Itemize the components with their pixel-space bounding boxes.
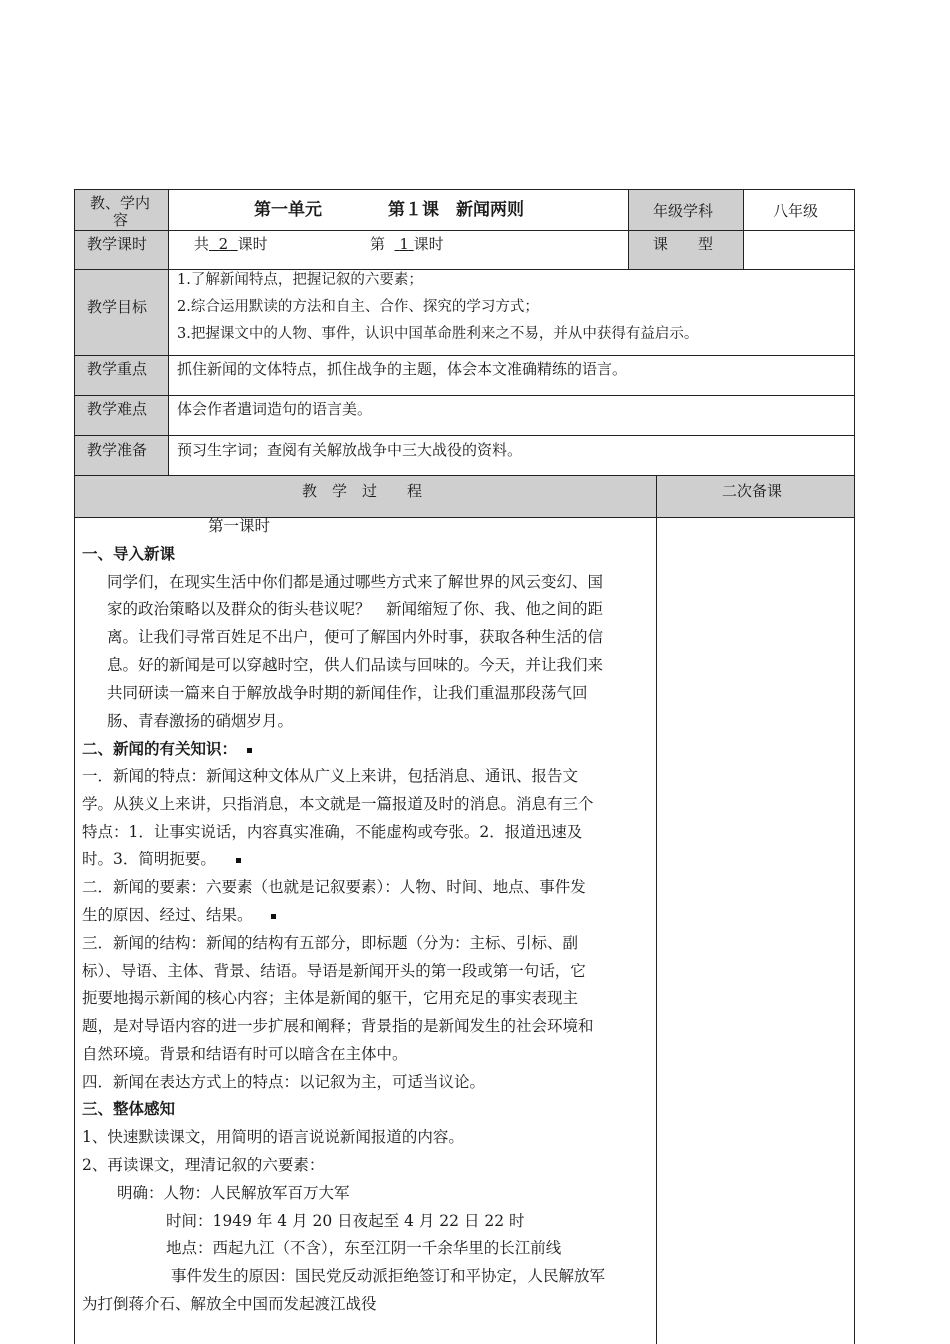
knowledge-line: 题，是对导语内容的进一步扩展和阐释；背景指的是新闻发生的社会环境和 <box>82 1017 594 1035</box>
overview-line: 1、快速默读课文，用简明的语言说说新闻报道的内容。 <box>82 1128 464 1146</box>
bullet-marker-icon <box>236 858 241 863</box>
knowledge-line: 三．新闻的结构：新闻的结构有五部分，即标题（分为：主标、引标、副 <box>82 934 579 952</box>
row-divider-1 <box>74 230 855 231</box>
knowledge-line: 四．新闻在表达方式上的特点：以记叙为主，可适当议论。 <box>82 1073 486 1091</box>
difficulty-label: 教学难点 <box>87 400 148 418</box>
knowledge-line-text: 时。3．简明扼要。 <box>82 850 216 868</box>
goal-item: 2.综合运用默读的方法和自主、合作、探究的学习方式； <box>177 299 539 315</box>
hours-current-value <box>395 235 414 253</box>
lesson-title: 第１课 新闻两则 <box>388 200 524 220</box>
knowledge-line <box>82 849 241 869</box>
goal-item: 3.把握课文中的人物、事件，认识中国革命胜利来之不易，并从中获得有益启示。 <box>177 326 699 342</box>
section-title-knowledge-text: 二、新闻的有关知识： <box>82 739 238 758</box>
grade-subject-label: 年级学科 <box>653 202 714 220</box>
hours-current-suffix: 课时 <box>413 235 444 253</box>
overview-line: 事件发生的原因：国民党反动派拒绝签订和平协定，人民解放军 <box>171 1267 606 1285</box>
knowledge-line: 一．新闻的特点：新闻这种文体从广义上来讲，包括消息、通讯、报告文 <box>82 767 579 785</box>
prep-label: 教学准备 <box>87 441 148 459</box>
overview-line: 地点：西起九江（不含），东至江阴一千余华里的长江前线 <box>166 1239 562 1257</box>
knowledge-line <box>82 905 276 925</box>
knowledge-line: 自然环境。背景和结语有时可以暗含在主体中。 <box>82 1045 408 1063</box>
table-border-right <box>854 189 855 1344</box>
row-divider-4 <box>74 395 855 396</box>
col-divider-grade-left <box>628 189 629 269</box>
section-title-intro: 一、导入新课 <box>82 544 176 563</box>
hours-label: 教学课时 <box>87 235 148 253</box>
second-prep-header: 二次备课 <box>722 482 783 500</box>
hours-total-prefix: 共 <box>194 235 210 253</box>
overview-line: 2、再读课文，理清记叙的六要素： <box>82 1156 325 1174</box>
hours-total-suffix: 课时 <box>237 235 268 253</box>
overview-line: 时间：1949 年 4 月 20 日夜起至 4 月 22 日 22 时 <box>166 1212 525 1230</box>
hours-total-number: 2 <box>218 235 229 253</box>
focus-label: 教学重点 <box>87 360 148 378</box>
intro-line: 家的政治策略以及群众的街头巷议呢？ 新闻缩短了你、我、他之间的距 <box>107 600 604 618</box>
focus-text: 抓住新闻的文体特点，抓住战争的主题，体会本文准确精练的语言。 <box>177 360 628 378</box>
type-label: 课 型 <box>653 235 714 253</box>
section-title-knowledge <box>82 739 252 759</box>
row-divider-6 <box>74 475 855 476</box>
grade-value: 八年级 <box>773 202 819 220</box>
process-header: 教 学 过 程 <box>302 482 423 500</box>
knowledge-line: 扼要地揭示新闻的核心内容；主体是新闻的躯干，它用充足的事实表现主 <box>82 989 579 1007</box>
content-label-line-2: 容 <box>113 211 129 229</box>
hours-total-value <box>209 235 238 253</box>
knowledge-line-text: 生的原因、经过、结果。 <box>82 906 253 924</box>
first-period-title: 第一课时 <box>208 517 271 535</box>
col-divider-grade-right <box>743 189 744 269</box>
col-divider-second-prep <box>656 475 657 1344</box>
row-divider-3 <box>74 355 855 356</box>
knowledge-line: 标）、导语、主体、背景、结语。导语是新闻开头的第一段或第一句话，它 <box>82 962 586 980</box>
overview-line: 为打倒蒋介石、解放全中国而发起渡江战役 <box>82 1295 377 1313</box>
intro-line: 离。让我们寻常百姓足不出户，便可了解国内外时事，获取各种生活的信 <box>107 628 604 646</box>
hours-current-prefix: 第 <box>370 235 386 253</box>
hours-current-number: 1 <box>399 235 409 253</box>
goals-label: 教学目标 <box>87 298 148 316</box>
intro-line: 共同研读一篇来自于解放战争时期的新闻佳作，让我们重温那段荡气回 <box>107 684 588 702</box>
unit-title: 第一单元 <box>254 200 322 220</box>
goal-item: 1.了解新闻特点，把握记叙的六要素； <box>177 272 423 288</box>
bullet-marker-icon <box>247 748 252 753</box>
col-divider-label <box>168 189 169 475</box>
knowledge-line: 学。从狭义上来讲，只指消息，本文就是一篇报道及时的消息。消息有三个 <box>82 795 594 813</box>
intro-line: 肠、青春激扬的硝烟岁月。 <box>107 712 294 730</box>
bullet-marker-icon <box>271 914 276 919</box>
content-label-line-1: 教、学内 <box>90 194 151 212</box>
hours-current <box>370 234 444 254</box>
overview-line: 明确：人物：人民解放军百万大军 <box>117 1184 350 1202</box>
section-title-overview: 三、整体感知 <box>82 1099 176 1118</box>
knowledge-line: 二．新闻的要素：六要素（也就是记叙要素）：人物、时间、地点、事件发 <box>82 878 586 896</box>
intro-line: 息。好的新闻是可以穿越时空，供人们品读与回味的。今天，并让我们来 <box>107 656 604 674</box>
prep-text: 预习生字词；查阅有关解放战争中三大战役的资料。 <box>177 441 523 459</box>
table-border-top <box>74 189 855 190</box>
intro-line: 同学们，在现实生活中你们都是通过哪些方式来了解世界的风云变幻、国 <box>107 573 604 591</box>
difficulty-text: 体会作者遣词造句的语言美。 <box>177 400 373 418</box>
row-divider-5 <box>74 435 855 436</box>
hours-total <box>194 234 268 254</box>
table-border-left <box>74 189 75 1344</box>
row-divider-7 <box>74 517 855 518</box>
knowledge-line: 特点：1．让事实说话，内容真实准确，不能虚构或夸张。2．报道迅速及 <box>82 823 583 841</box>
